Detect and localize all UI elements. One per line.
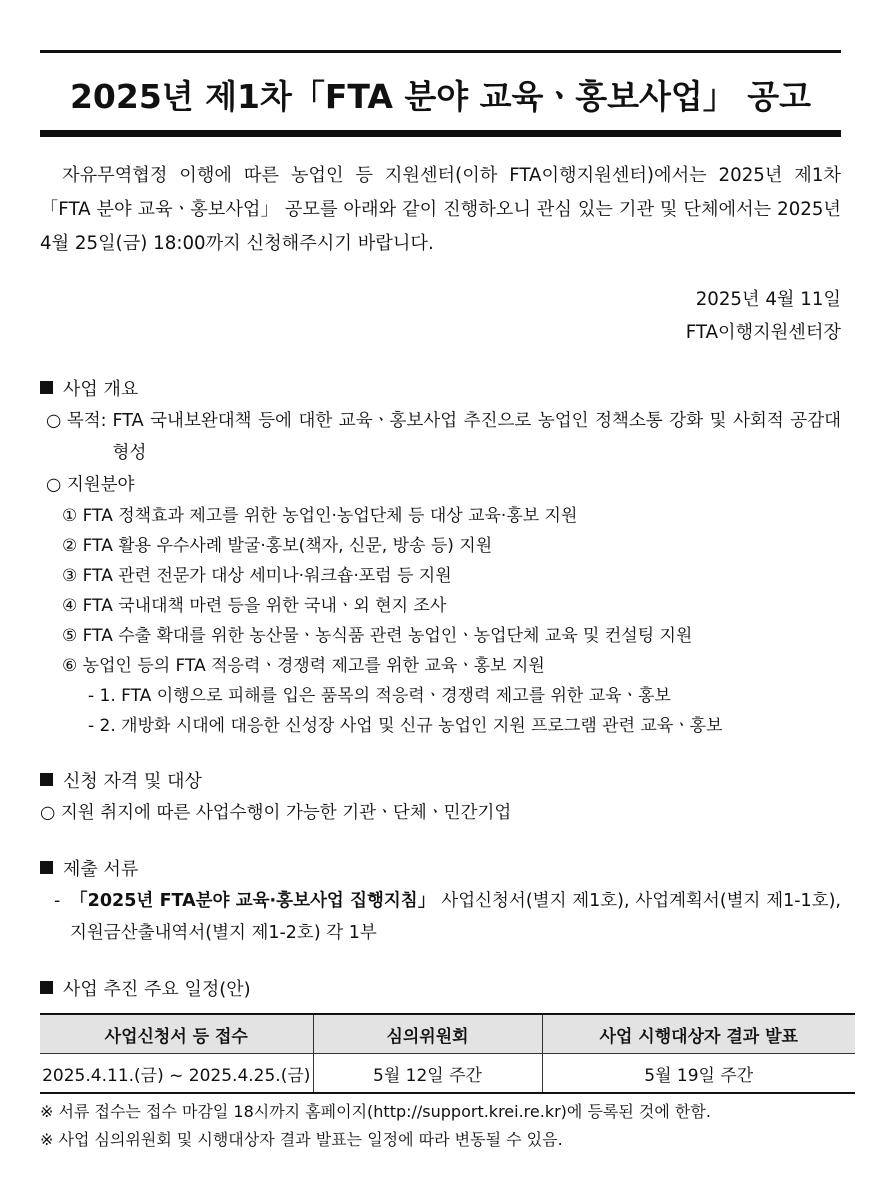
section-overview-heading: [40, 375, 841, 405]
documents-item: [40, 885, 841, 949]
eligibility-item: ○ 지원 취지에 따른 사업수행이 가능한 기관ㆍ단체ㆍ민간기업: [40, 803, 512, 823]
section-overview-label: 사업 개요: [63, 379, 139, 400]
purpose-item: [40, 405, 841, 469]
field-item: ⑥ 농업인 등의 FTA 적응력ㆍ경쟁력 제고를 위한 교육ㆍ홍보 지원: [62, 656, 545, 676]
table-cell: 2025.4.11.(금) ~ 2025.4.25.(금): [40, 1054, 313, 1094]
footnote: ※ 사업 심의위원회 및 시행대상자 결과 발표는 일정에 따라 변동될 수 있음.: [40, 1130, 563, 1149]
documents-text: [70, 885, 841, 949]
column-header: 심의위원회: [313, 1014, 542, 1054]
table-cell: 5월 19일 주간: [542, 1054, 855, 1094]
section-eligibility-heading: [40, 767, 841, 797]
column-header: 사업 시행대상자 결과 발표: [542, 1014, 855, 1054]
issuer-name: FTA이행지원센터장: [685, 322, 841, 343]
section-schedule-heading: [40, 975, 841, 1005]
schedule-table: [40, 1013, 855, 1094]
intro-paragraph: 자유무역협정 이행에 따른 농업인 등 지원센터(이하 FTA이행지원센터)에서는 2025년 제1차「FTA 분야 교육ㆍ홍보사업」 공모를 아래와 같이 진행하오니 관심 있는 기관 및 단체에서는 2025년 4월 25일(금) 18:00까지 신청해주시기 바랍니다.: [40, 165, 841, 254]
announcement-page: [40, 50, 841, 1154]
square-bullet-icon: [40, 861, 53, 874]
field-item: ② FTA 활용 우수사례 발굴·홍보(책자, 신문, 방송 등) 지원: [62, 536, 493, 556]
field-item: ④ FTA 국내대책 마련 등을 위한 국내ㆍ외 현지 조사: [62, 596, 447, 616]
square-bullet-icon: [40, 381, 53, 394]
table-header-row: [40, 1014, 855, 1054]
documents-dash: -: [54, 891, 61, 911]
field-item: ③ FTA 관련 전문가 대상 세미나·워크숍·포럼 등 지원: [62, 566, 452, 586]
sub-field-item: - 2. 개방화 시대에 대응한 신성장 사업 및 신규 농업인 지원 프로그램 관련 교육ㆍ홍보: [88, 716, 723, 736]
square-bullet-icon: [40, 981, 53, 994]
announcement-date: 2025년 4월 11일: [695, 289, 841, 310]
square-bullet-icon: [40, 773, 53, 786]
sub-field-item: - 1. FTA 이행으로 피해를 입은 품목의 적응력ㆍ경쟁력 제고를 위한 교육ㆍ홍보: [88, 686, 671, 706]
title-bottom-rule: [40, 130, 841, 137]
purpose-text: FTA 국내보완대책 등에 대한 교육ㆍ홍보사업 추진으로 농업인 정책소통 강화 및 사회적 공감대 형성: [112, 411, 841, 463]
section-documents-heading: [40, 855, 841, 885]
field-item: ① FTA 정책효과 제고를 위한 농업인·농업단체 등 대상 교육·홍보 지원: [62, 506, 578, 526]
table-cell: 5월 12일 주간: [313, 1054, 542, 1094]
purpose-label: ○ 목적:: [46, 411, 107, 431]
section-schedule-label: 사업 추진 주요 일정(안): [63, 979, 251, 1000]
fields-label: ○ 지원분야: [46, 475, 135, 495]
section-documents-label: 제출 서류: [63, 859, 139, 880]
table-row: [40, 1054, 855, 1094]
footnote: ※ 서류 접수는 접수 마감일 18시까지 홈페이지(http://support.krei.re.kr)에 등록된 것에 한함.: [40, 1102, 711, 1121]
page-title: 2025년 제1차「FTA 분야 교육ㆍ홍보사업」 공고: [69, 77, 812, 116]
guideline-title: 「2025년 FTA분야 교육·홍보사업 집행지침」: [70, 891, 436, 911]
column-header: 사업신청서 등 접수: [40, 1014, 313, 1054]
field-item: ⑤ FTA 수출 확대를 위한 농산물ㆍ농식품 관련 농업인ㆍ농업단체 교육 및 컨설팅 지원: [62, 626, 693, 646]
signature-block: [40, 283, 841, 349]
documents-list: 사업신청서(별지 제1호), 사업계획서(별지 제1-1호), 지원금산출내역서(별지 제1-2호) 각 1부: [70, 891, 841, 943]
section-eligibility-label: 신청 자격 및 대상: [63, 771, 202, 792]
